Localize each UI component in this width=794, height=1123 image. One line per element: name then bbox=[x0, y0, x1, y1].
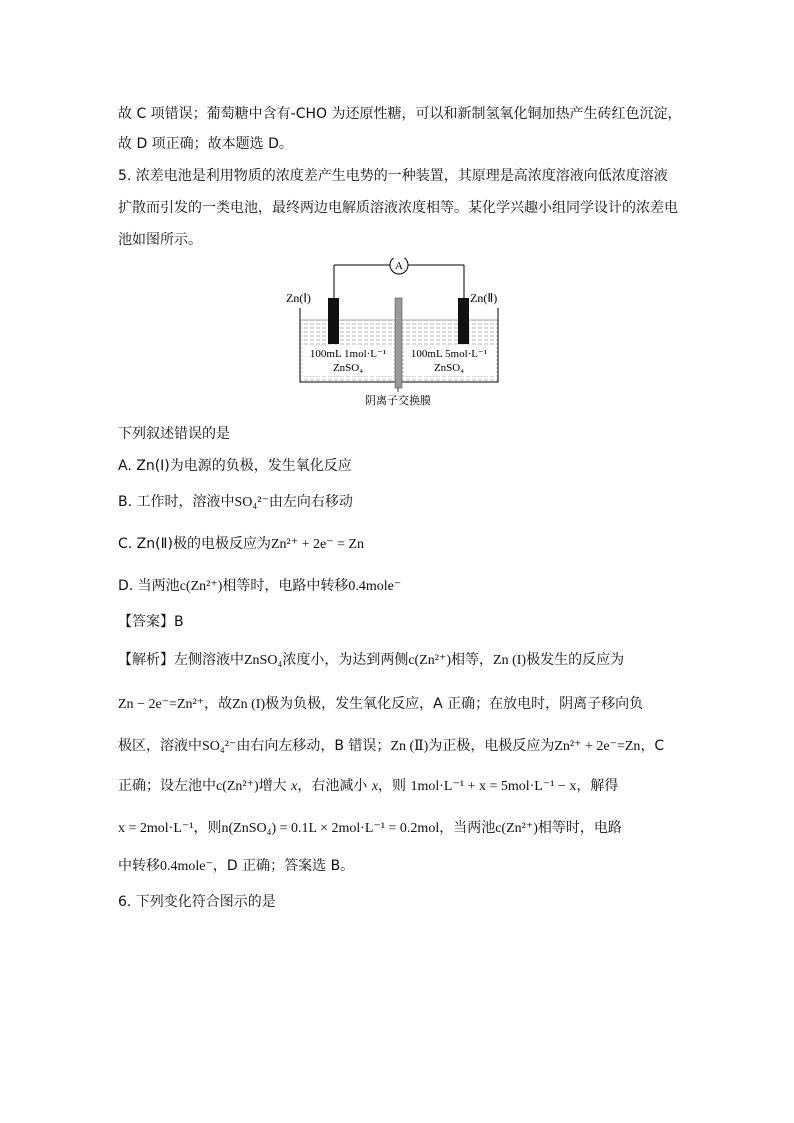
option-c: C. Zn(Ⅱ)极的电极反应为Zn²⁺ + 2e⁻ = Zn bbox=[118, 536, 365, 552]
left-solution-formula: ZnSO₄ bbox=[332, 362, 364, 374]
analysis-line: x = 2mol·L⁻¹，则n(ZnSO₄) = 0.1L × 2mol·L⁻¹ = 0.2mol，当两池c(Zn²⁺)相等时，电路 bbox=[118, 820, 622, 836]
analysis-line: Zn − 2e⁻=Zn²⁺，故Zn (I)极为负极，发生氧化反应，A 正确；在放电时，阴离子移向负 bbox=[118, 696, 644, 712]
ammeter-label: A bbox=[395, 260, 403, 272]
analysis-line: 【解析】左侧溶液中ZnSO₄浓度小，为达到两侧c(Zn²⁺)相等，Zn (I)极发生的反应为 bbox=[118, 652, 625, 668]
question-5-line: 扩散而引发的一类电池，最终两边电解质溶液浓度相等。某化学兴趣小组同学设计的浓差电 bbox=[118, 200, 678, 216]
question-5-line: 5. 浓差电池是利用物质的浓度差产生电势的一种装置，其原理是高浓度溶液向低浓度溶液 bbox=[118, 168, 668, 184]
concentration-cell-diagram bbox=[280, 258, 520, 408]
left-solution-label: 100mL 1mol·L⁻¹ bbox=[309, 348, 387, 360]
membrane bbox=[395, 298, 402, 388]
analysis-line: 正确；设左池中c(Zn²⁺)增大 x，右池减小 x，则 1mol·L⁻¹ + x = 5mol·L⁻¹ − x，解得 bbox=[118, 778, 619, 794]
membrane-label: 阴离子交换膜 bbox=[365, 394, 431, 407]
left-electrode-label: Zn(Ⅰ) bbox=[286, 291, 311, 305]
analysis-line: 极区，溶液中SO₄²⁻由右向左移动，B 错误；Zn (Ⅱ)为正极，电极反应为Zn²⁺ + 2e⁻=Zn，C bbox=[118, 738, 665, 754]
right-solution-formula: ZnSO₄ bbox=[433, 362, 465, 374]
question-5-line: 池如图所示。 bbox=[118, 232, 202, 248]
right-solution-label: 100mL 5mol·L⁻¹ bbox=[410, 348, 488, 360]
option-b: B. 工作时，溶液中SO₄²⁻由左向右移动 bbox=[118, 494, 353, 510]
option-a: A. Zn(Ⅰ)为电源的负极，发生氧化反应 bbox=[118, 458, 352, 474]
right-electrode-label: Zn(Ⅱ) bbox=[470, 291, 498, 305]
right-electrode bbox=[458, 298, 469, 344]
text-line: 故 D 项正确；故本题选 D。 bbox=[118, 136, 293, 152]
text-line: 故 C 项错误；葡萄糖中含有-CHO 为还原性糖，可以和新制氢氧化铜加热产生砖红色沉淀， bbox=[118, 106, 682, 122]
question-prompt: 下列叙述错误的是 bbox=[118, 426, 230, 442]
question-6: 6. 下列变化符合图示的是 bbox=[118, 894, 276, 910]
option-d: D. 当两池c(Zn²⁺)相等时，电路中转移0.4mole⁻ bbox=[118, 578, 402, 594]
left-electrode bbox=[328, 298, 339, 344]
answer: 【答案】B bbox=[118, 614, 184, 630]
analysis-line: 中转移0.4mole⁻，D 正确；答案选 B。 bbox=[118, 858, 355, 874]
